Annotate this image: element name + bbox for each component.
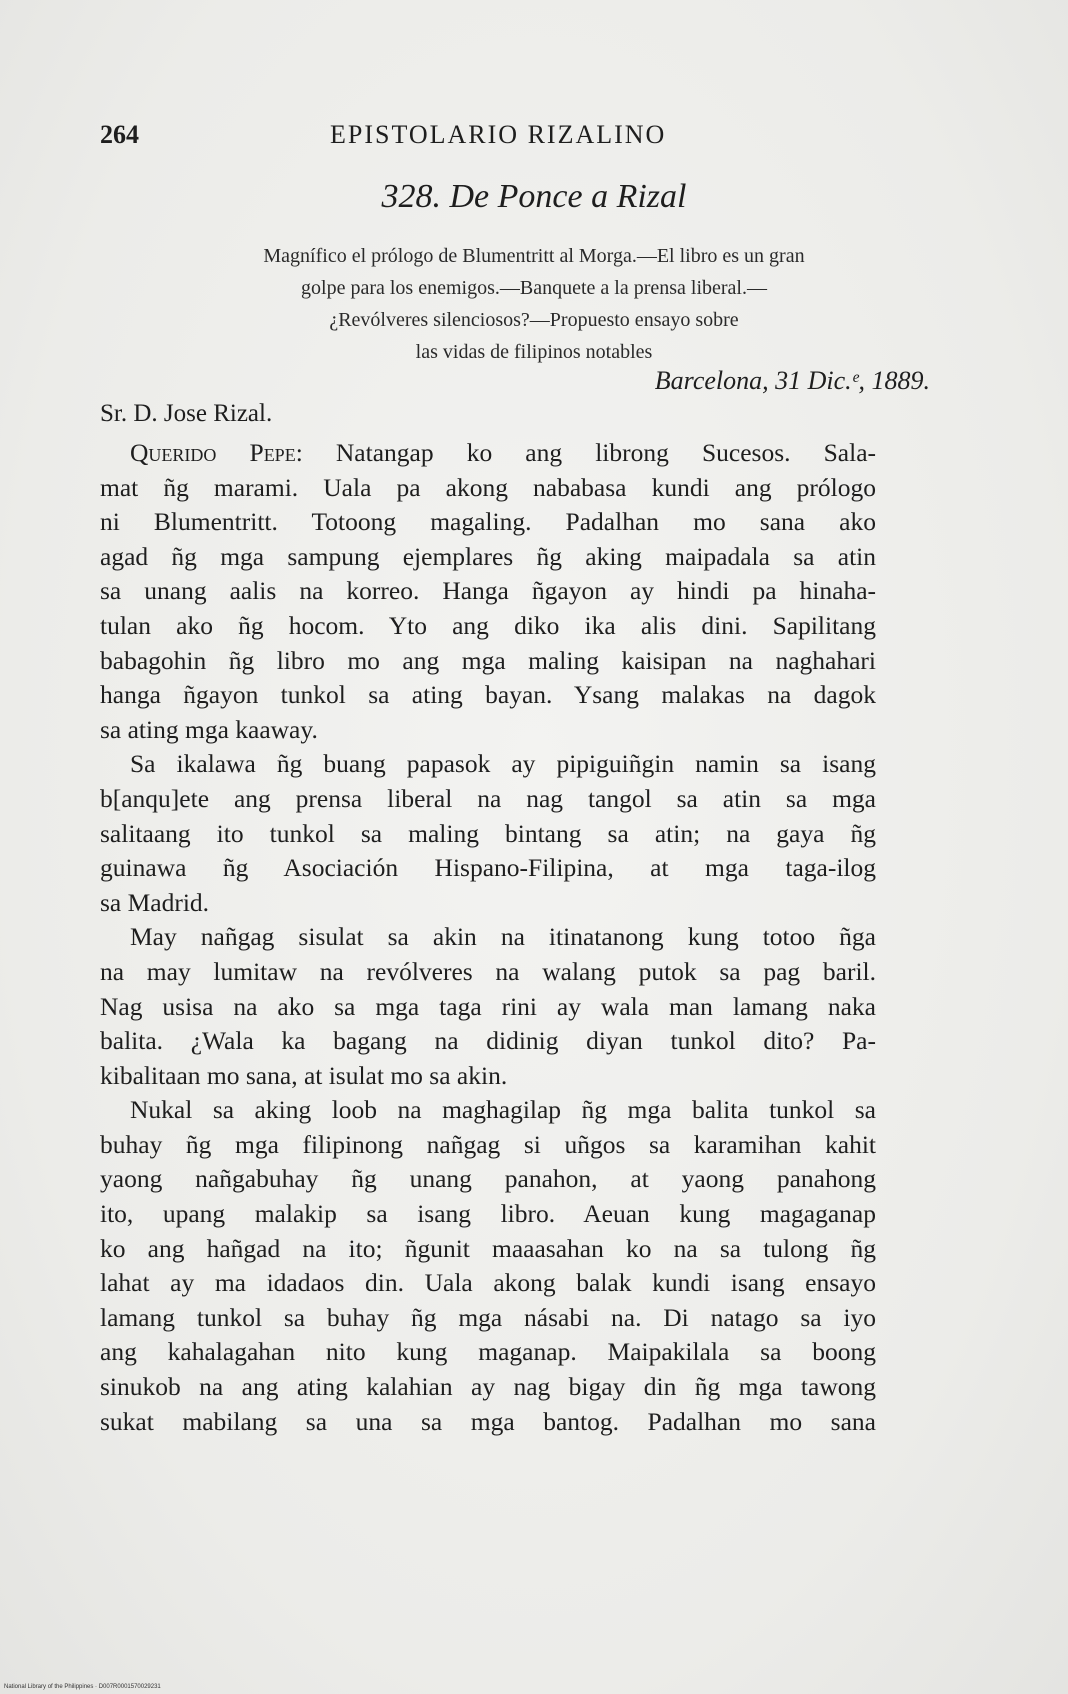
summary-line: Magnífico el prólogo de Blumentritt al Morga.—El libro es un gran bbox=[263, 245, 805, 267]
body-line: guinawa ñg Asociación Hispano-Filipina, at mga taga-ilog bbox=[100, 853, 876, 883]
body-line: agad ñg mga sampung ejemplares ñg aking maipadala sa atin bbox=[100, 541, 876, 571]
page-number: 264 bbox=[100, 120, 139, 149]
body-line: babagohin ñg libro mo ang mga maling kaisipan na naghahari bbox=[100, 645, 876, 675]
body-line: ito, upang malakip sa isang libro. Aeuan kung magaganap bbox=[100, 1199, 876, 1229]
running-title: EPISTOLARIO RIZALINO bbox=[330, 120, 667, 149]
body-line: sa Madrid. bbox=[100, 887, 210, 917]
body-line: Nag usisa na ako sa mga taga rini ay wala man lamang naka bbox=[100, 991, 876, 1021]
body-line: sa unang aalis na korreo. Hanga ñgayon ay hindi pa hinaha- bbox=[100, 576, 876, 606]
body-line: yaong nañgabuhay ñg unang panahon, at yaong panahong bbox=[100, 1164, 876, 1194]
body-line: ang kahalagahan nito kung maganap. Maipakilala sa boong bbox=[100, 1337, 876, 1367]
body-line: salitaang ito tunkol sa maling bintang sa atin; na gaya ñg bbox=[100, 818, 876, 848]
body-line: kibalitaan mo sana, at isulat mo sa akin. bbox=[100, 1060, 508, 1090]
body-line: sinukob na ang ating kalahian ay nag bigay din ñg mga tawong bbox=[100, 1372, 876, 1402]
body-line: buhay ñg mga filipinong nañgag si uñgos sa karamihan kahit bbox=[100, 1129, 876, 1159]
summary-line: ¿Revólveres silenciosos?—Propuesto ensayo sobre bbox=[329, 309, 739, 331]
body-line: hanga ñgayon tunkol sa ating bayan. Ysang malakas na dagok bbox=[100, 680, 876, 710]
letter-title: 328. De Ponce a Rizal bbox=[381, 178, 687, 215]
body-line: tulan ako ñg hocom. Yto ang diko ika alis dini. Sapilitang bbox=[100, 610, 876, 640]
body-line: Nukal sa aking loob na maghagilap ñg mga balita tunkol sa bbox=[130, 1095, 876, 1125]
body-line: May nañgag sisulat sa akin na itinatanong kung totoo ñga bbox=[130, 922, 876, 952]
place-date: Barcelona, 31 Dic.ᵉ, 1889. bbox=[654, 366, 930, 395]
letter-body bbox=[100, 436, 876, 1439]
body-line: Querido Pepe: Natangap ko ang librong Sucesos. Sala- bbox=[130, 438, 877, 467]
body-line: Sa ikalawa ñg buang papasok ay pipiguiñgin namin sa isang bbox=[130, 749, 876, 779]
page-header bbox=[100, 120, 968, 160]
summary-line: las vidas de filipinos notables bbox=[415, 341, 653, 363]
body-line: ko ang hañgad na ito; ñgunit maaasahan ko na sa tulong ñg bbox=[100, 1233, 876, 1263]
body-line: b[anqu]ete ang prensa liberal na nag tangol sa atin sa mga bbox=[100, 783, 876, 813]
letter-summary bbox=[100, 240, 968, 368]
body-line: na may lumitaw na revólveres na walang putok sa pag baril. bbox=[100, 956, 876, 986]
summary-line: golpe para los enemigos.—Banquete a la prensa liberal.— bbox=[301, 277, 767, 299]
body-line: ni Blumentritt. Totoong magaling. Padalhan mo sana ako bbox=[100, 507, 876, 537]
body-line: lahat ay ma idadaos din. Uala akong balak kundi isang ensayo bbox=[100, 1268, 876, 1298]
body-line: sa ating mga kaaway. bbox=[100, 714, 318, 744]
body-line: sukat mabilang sa una sa mga bantog. Padalhan mo sana bbox=[100, 1406, 876, 1436]
body-line: lamang tunkol sa buhay ñg mga násabi na. Di natago sa iyo bbox=[100, 1302, 876, 1332]
salutation: Querido Pepe: bbox=[130, 438, 303, 467]
body-line: mat ñg marami. Uala pa akong nababasa kundi ang prólogo bbox=[100, 472, 876, 502]
scan-footer-note: National Library of the Philippines · D007R0001570029231 bbox=[4, 1684, 161, 1690]
addressee: Sr. D. Jose Rizal. bbox=[100, 400, 273, 427]
body-line: balita. ¿Wala ka bagang na didinig diyan tunkol dito? Pa- bbox=[100, 1026, 876, 1056]
